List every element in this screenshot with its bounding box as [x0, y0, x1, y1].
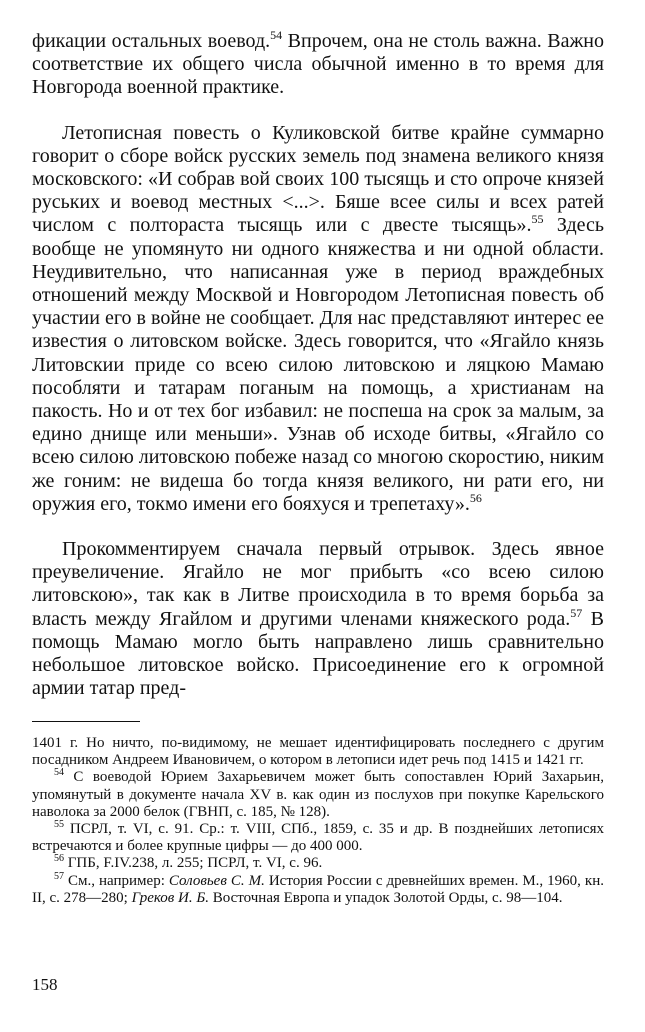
footnote-54-text: С воеводой Юрием Захарьевичем может быть сопоставлен Юрий Захарьин, упомянутый в документе начала XV в. как один из послухов при покупке Карельского наволока за 2000 белок (ГВНП, с. 185, № 128). — [32, 769, 604, 820]
footnote-55 — [32, 821, 604, 855]
footnote-57-text-a: См., например: — [64, 872, 169, 889]
footnote-number: 56 — [54, 853, 64, 865]
footnote-55-text: ПСРЛ, т. VI, с. 91. Ср.: т. VIII, СПб., 1859, с. 35 и др. В позднейших летописях встречаются и более крупные цифры — до 400 000. — [32, 821, 604, 855]
footnote-56 — [32, 855, 604, 872]
footnote-number: 57 — [54, 870, 64, 882]
footnote-continuation: 1401 г. Но ничто, по-видимому, не мешает идентифицировать последнего с другим посадником Андреем Ивановичем, о котором в летописи идет речь под 1415 и 1421 гг. — [32, 735, 604, 769]
footnote-57-author-1: Соловьев С. М. — [168, 872, 265, 889]
footnote-ref-55: 55 — [531, 212, 544, 227]
paragraph-gap — [32, 516, 604, 538]
footnote-57-text-b: История России с древнейших времен. М., 1960, кн. II, с. 278—280; — [32, 872, 604, 906]
paragraph-3-text-b: В помощь Мамаю могло быть направлено лишь сравнительно небольшое литовское войско. Присоединение его к огромной армии татар пред- — [32, 607, 605, 700]
paragraph-2-text-a: Летописная повесть о Куликовской битве крайне суммарно говорит о сборе войск русских земель под знамена великого князя московского: «И собрав вой своих 100 тысящь и сто опроче князей руських и воевод местных <...>. Бяше всее силы и всех ратей числом с полтораста тысящь или с двесте тысящь». — [32, 121, 604, 237]
footnote-number: 55 — [54, 819, 64, 831]
paragraph-1 — [32, 30, 604, 100]
footnote-54 — [32, 769, 604, 821]
paragraph-2-text-b: Здесь вообще не упомянуто ни одного княжества и ни одной области. Неудивительно, что написанная уже в период враждебных отношений между Москвой и Новгородом Летописная повесть об участии его в войне не сообщает. Для нас представляют интерес ее известия о литовском войске. Здесь говорится, что «Ягайло князь Литовскии приде со всею силою литовскою и ляцкою Мамаю пособляти и татарам поганым на помощь, а христианам на пакость. Но и от тех бог избавил: не поспеша на срок за малым, за едино днище или меньши». Узнав об исходе битвы, «Ягайло со всею силою литовскою побеже назад со многою скоростию, никим же гоним: не видеша бо тогда князя великого, ни рати его, ни оружия его, токмо имени его бояхуся и трепетаху». — [32, 214, 605, 515]
footnote-divider — [32, 721, 140, 722]
paragraph-1-rest: Впрочем, она не столь важна. Важно соответствие их общего числа обычной именно в то время для Новгорода военной практике. — [32, 30, 604, 99]
paragraph-3 — [32, 538, 604, 700]
book-page — [32, 30, 604, 1020]
footnote-57-author-2: Греков И. Б. — [131, 889, 209, 906]
main-text — [32, 30, 604, 700]
footnote-57-text-c: Восточная Европа и упадок Золотой Орды, с. 98—104. — [209, 889, 563, 906]
paragraph-gap — [32, 100, 604, 122]
paragraph-3-text-a: Прокомментируем сначала первый отрывок. Здесь явное преувеличение. Ягайло не мог прибыть «со всею силою литовскою», так как в Литве происходила в то время борьба за власть между Ягайлом и другими членами княжеского рода. — [32, 538, 604, 630]
footnote-ref-56: 56 — [469, 490, 482, 505]
footnote-ref-54: 54 — [270, 28, 283, 42]
paragraph-1-text: фикации остальных воевод. — [32, 30, 271, 52]
footnote-number: 54 — [54, 767, 64, 779]
footnotes — [32, 735, 604, 907]
footnote-56-text: ГПБ, F.IV.238, л. 255; ПСРЛ, т. VI, с. 96. — [64, 855, 323, 872]
footnote-ref-57: 57 — [570, 605, 583, 620]
footnote-57 — [32, 870, 604, 907]
paragraph-2 — [32, 122, 604, 516]
page-number: 158 — [32, 975, 58, 994]
